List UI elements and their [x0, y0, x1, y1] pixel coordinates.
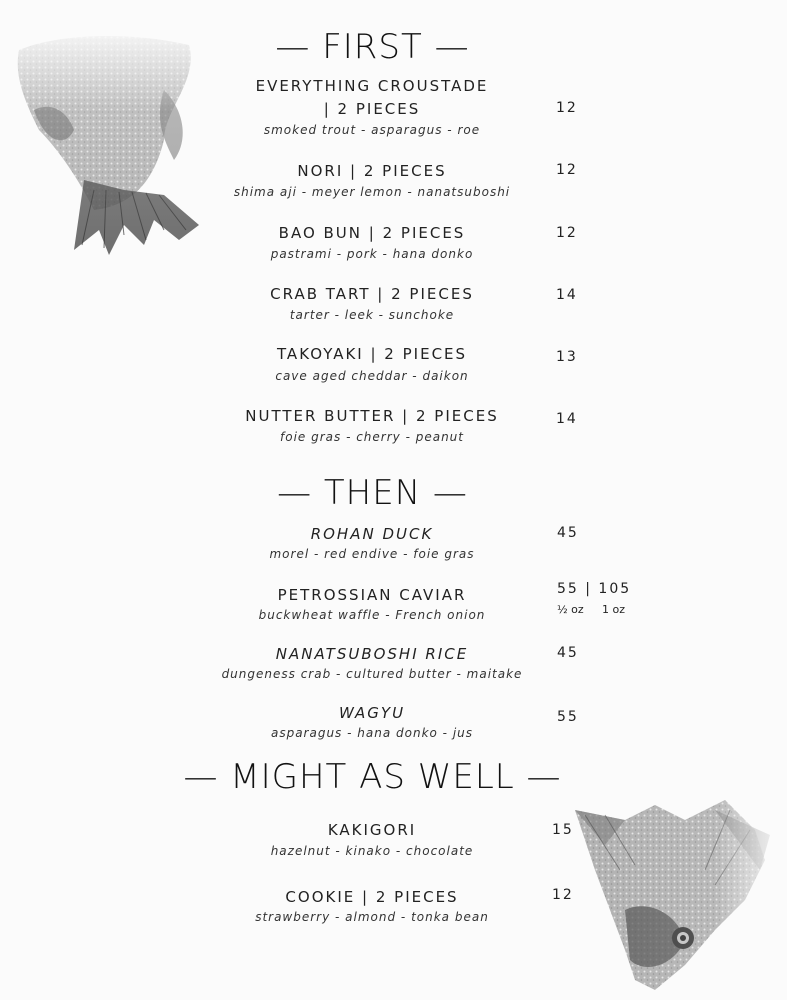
item-name-rohan-duck: ROHAN DUCK: [310, 525, 434, 543]
item-name-crab-tart: CRAB TART | 2 PIECES: [270, 285, 474, 303]
item-name-nutter-butter: NUTTER BUTTER | 2 PIECES: [245, 407, 499, 425]
item-price-nanatsuboshi-rice: 45: [557, 645, 579, 661]
item-name-wagyu: WAGYU: [338, 704, 406, 722]
item-name-nori: NORI | 2 PIECES: [297, 162, 447, 180]
section-title-might-as-well: — MIGHT AS WELL —: [183, 757, 562, 797]
section-title-then: — THEN —: [277, 473, 468, 513]
item-desc-everything-croustade: smoked trout - asparagus - roe: [263, 123, 481, 137]
item-price-takoyaki: 13: [556, 349, 578, 365]
item-desc-kakigori: hazelnut - kinako - chocolate: [270, 844, 474, 858]
item-price-wagyu: 55: [557, 709, 579, 725]
item-name-nanatsuboshi-rice: NANATSUBOSHI RICE: [275, 645, 469, 663]
item-price-nori: 12: [556, 162, 578, 178]
item-name-kakigori: KAKIGORI: [327, 821, 417, 839]
item-name-bao-bun: BAO BUN | 2 PIECES: [278, 224, 466, 242]
caviar-size-half-oz: ½ oz: [557, 603, 584, 616]
item-price-petrossian-caviar: 55 | 105: [557, 581, 632, 597]
item-price-kakigori: 15: [552, 822, 574, 838]
item-name-takoyaki: TAKOYAKI | 2 PIECES: [276, 345, 468, 363]
caviar-size-one-oz: 1 oz: [602, 603, 625, 616]
item-price-nutter-butter: 14: [556, 411, 578, 427]
item-name-cookie: COOKIE | 2 PIECES: [285, 888, 459, 906]
item-desc-takoyaki: cave aged cheddar - daikon: [275, 369, 469, 383]
item-desc-bao-bun: pastrami - pork - hana donko: [270, 247, 474, 261]
item-name-everything-croustade: EVERYTHING CROUSTADE: [255, 77, 489, 95]
section-title-first: — FIRST —: [275, 27, 470, 67]
item-desc-petrossian-caviar: buckwheat waffle - French onion: [258, 608, 486, 622]
item-desc-wagyu: asparagus - hana donko - jus: [270, 726, 474, 740]
item-price-cookie: 12: [552, 887, 574, 903]
item-desc-nanatsuboshi-rice: dungeness crab - cultured butter - maitake: [221, 667, 523, 681]
item-price-bao-bun: 12: [556, 225, 578, 241]
item-price-crab-tart: 14: [556, 287, 578, 303]
item-price-rohan-duck: 45: [557, 525, 579, 541]
item-desc-crab-tart: tarter - leek - sunchoke: [289, 308, 455, 322]
item-price-everything-croustade: 12: [556, 100, 578, 116]
item-desc-rohan-duck: morel - red endive - foie gras: [269, 547, 475, 561]
item-desc-nutter-butter: foie gras - cherry - peanut: [280, 430, 464, 444]
fish-head-illustration: [565, 790, 780, 995]
item-name-everything-croustade-pieces: | 2 PIECES: [323, 100, 421, 118]
item-desc-nori: shima aji - meyer lemon - nanatsuboshi: [233, 185, 511, 199]
item-name-petrossian-caviar: PETROSSIAN CAVIAR: [277, 586, 467, 604]
item-desc-cookie: strawberry - almond - tonka bean: [255, 910, 489, 924]
